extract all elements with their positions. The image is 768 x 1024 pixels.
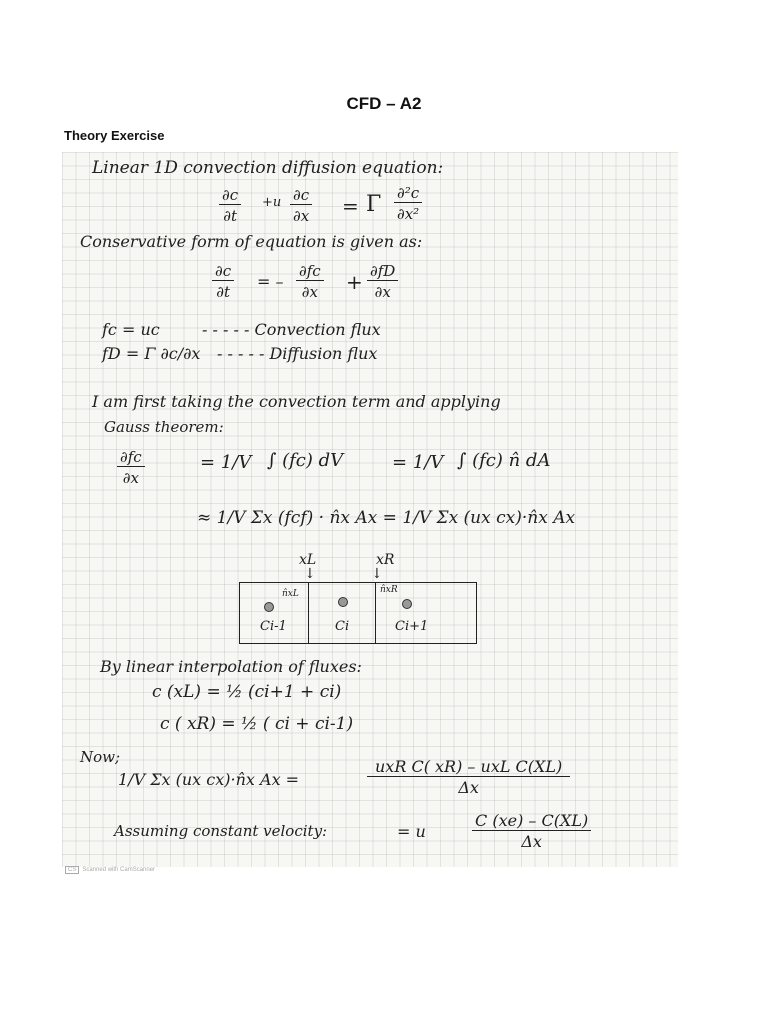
eq5-fraction <box>367 758 570 797</box>
assume-line: Assuming constant velocity: <box>114 822 328 840</box>
eq2-dfd: ∂fD <box>367 262 398 281</box>
label-xl: xL <box>299 552 317 568</box>
cell-label-ci-1: Ci-1 <box>260 619 287 634</box>
arrow-xl: ↓ <box>304 566 316 582</box>
eq1-frac-d2c <box>394 184 422 223</box>
normal-xl: n̂xL <box>282 589 299 599</box>
eq6-prefix: = u <box>397 822 426 841</box>
gauss-line: Gauss theorem: <box>104 418 224 436</box>
now-line: Now; <box>80 748 121 766</box>
eq1-frac-dc-dx <box>290 186 312 225</box>
normal-xr: n̂xR <box>380 585 398 595</box>
eq6-numerator: C (xe) – C(XL) <box>472 812 591 831</box>
dot-ci <box>338 597 348 607</box>
eq1-equals: = <box>342 194 359 218</box>
eq6-fraction <box>472 812 591 851</box>
arrow-xr: ↓ <box>371 566 383 582</box>
eq2-dc: ∂c <box>212 262 234 281</box>
eq5-left: 1/V Σx (ux cx)·n̂x Ax = <box>118 770 300 789</box>
fc-label: - - - - - Convection flux <box>202 320 381 339</box>
scanner-badge: CS <box>65 866 79 874</box>
cell-grid <box>239 582 477 644</box>
cell-label-ci: Ci <box>335 619 350 634</box>
eq1-d2c: ∂²c <box>394 184 422 203</box>
fd-definition: fD = Γ ∂c/∂x <box>102 344 201 363</box>
dot-ci-1 <box>264 602 274 612</box>
eq5-denominator: Δx <box>458 778 479 797</box>
eq2-frac-dc-dt <box>212 262 234 301</box>
fd-label: - - - - - Diffusion flux <box>217 344 378 363</box>
cell-label-ci1: Ci+1 <box>395 619 429 634</box>
eq1-dc: ∂c <box>219 186 241 205</box>
eq2-frac-dfc <box>296 262 324 301</box>
scanner-watermark <box>65 866 158 874</box>
scanner-text: Scanned with CamScanner <box>82 867 156 873</box>
interp-eq2: c ( xR) = ½ ( ci + ci-1) <box>160 714 354 734</box>
document-title: CFD – A2 <box>346 94 422 113</box>
label-xr: xR <box>376 552 395 568</box>
interp-line: By linear interpolation of fluxes: <box>100 657 362 676</box>
eq2-dt: ∂t <box>216 283 230 301</box>
eq1-dx: ∂x <box>292 207 310 225</box>
eq3-integral-a: ∫ (fc) n̂ dA <box>457 450 551 471</box>
eq5-numerator: uxR C( xR) – uxL C(XL) <box>367 758 570 777</box>
eq1-frac-dc-dt <box>219 186 241 225</box>
first-taking-line: I am first taking the convection term and applying <box>92 392 501 411</box>
eq3-integral-v: ∫ (fc) dV <box>267 450 344 471</box>
eq1-dx2: ∂x² <box>396 205 420 223</box>
section-subtitle: Theory Exercise <box>64 128 165 143</box>
eq6-denominator: Δx <box>521 832 542 851</box>
eq3-frac-dfc <box>117 448 145 487</box>
eq1-u-term: +u <box>262 195 282 210</box>
eq3-dfc: ∂fc <box>117 448 145 467</box>
eq2-minus: = – <box>257 272 284 291</box>
dot-ci1 <box>402 599 412 609</box>
eq1-dcx: ∂c <box>290 186 312 205</box>
eq2-frac-dfd <box>367 262 398 301</box>
handwritten-sheet <box>62 152 678 867</box>
eq2-dfc: ∂fc <box>296 262 324 281</box>
cell-divider-right <box>375 583 376 643</box>
interp-eq1: c (xL) = ½ (ci+1 + ci) <box>152 682 342 702</box>
eq3-one-over-v: = 1/V <box>200 452 252 473</box>
eq3-dx: ∂x <box>122 469 139 487</box>
heading-line: Linear 1D convection diffusion equation: <box>92 158 444 178</box>
eq1-dt: ∂t <box>223 207 237 225</box>
eq2-dx2: ∂x <box>374 283 391 301</box>
conservative-line: Conservative form of equation is given as: <box>80 232 423 251</box>
eq2-dx1: ∂x <box>301 283 318 301</box>
eq4-line: ≈ 1/V Σx (fcf) · n̂x Ax = 1/V Σx (ux cx)·n̂x Ax <box>197 508 576 528</box>
eq2-plus: + <box>346 270 363 294</box>
eq3-equals-one-over-v: = 1/V <box>392 452 444 473</box>
cell-divider-left <box>308 583 309 643</box>
fc-definition: fc = uc <box>102 320 160 339</box>
eq1-gamma: Γ <box>366 192 382 217</box>
